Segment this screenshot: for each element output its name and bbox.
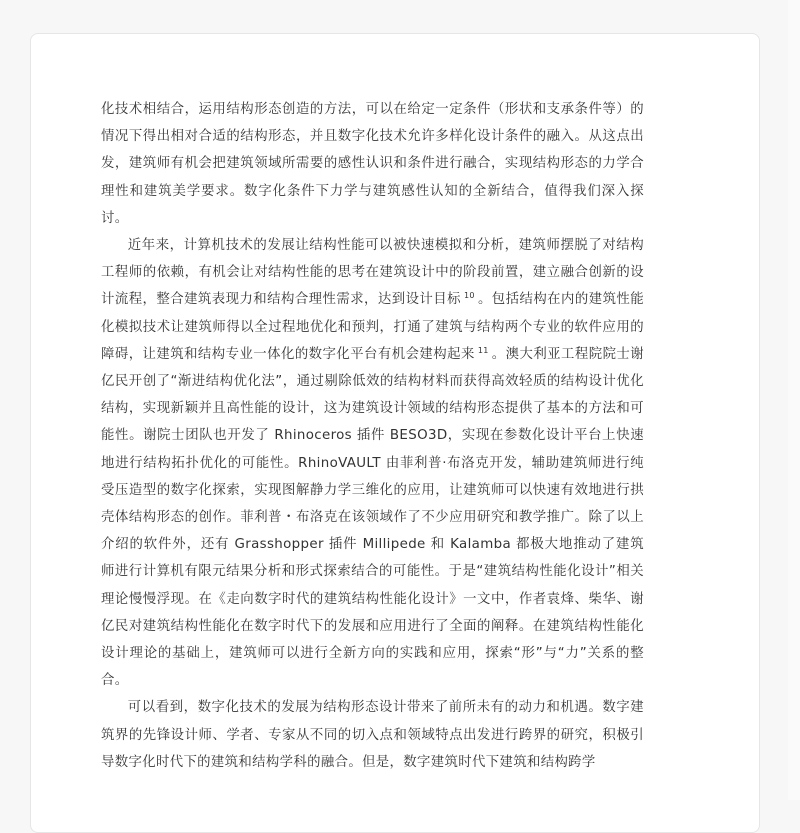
citation-superscript: 10 xyxy=(463,291,475,301)
document-body xyxy=(101,96,644,776)
paragraph-2 xyxy=(101,232,644,694)
citation-superscript: 11 xyxy=(477,345,489,355)
paragraph-text: 。包括结构在内的建筑性能化模拟技术让建筑师得以全过程地优化和预判，打通了建筑与结构两个专业的软件应用的障碍，让建筑和结构专业一体化的数字化平台有机会建构起来 xyxy=(101,292,644,362)
paragraph-text: 可以看到，数字化技术的发展为结构形态设计带来了前所未有的动力和机遇。数字建筑界的先锋设计师、学者、专家从不同的切入点和领域特点出发进行跨界的研究，积极引导数字化时代下的建筑和结构学科的融合。但是，数字建筑时代下建筑和结构跨学 xyxy=(101,700,644,770)
scrollbar[interactable] xyxy=(788,0,800,800)
paragraph-text: 。澳大利亚工程院院士谢亿民开创了“渐进结构优化法”，通过剔除低效的结构材料而获得高效轻质的结构设计优化结构，实现新颖并且高性能的设计，这为建筑设计领域的结构形态提供了基本的方法和可能性。谢院士团队也开发了 Rhinoceros 插件 BESO3D，实现在参数化设计平台上快速地进行结构拓扑优化的可能性。RhinoVAULT 由菲利普·布洛克开发，辅助建筑师进行纯受压造型的数字化探索，实现图解静力学三维化的应用，让建筑师可以快速有效地进行拱壳体结构形态的创作。菲利普・布洛克在该领域作了不少应用研究和教学推广。除了以上介绍的软件外，还有 Grasshopper 插件 Millipede 和 Kalamba 都极大地推动了建筑师进行计算机有限元结果分析和形式探索结合的可能性。于是“建筑结构性能化设计”相关理论慢慢浮现。在《走向数字时代的建筑结构性能化设计》一文中，作者袁烽、柴华、谢亿民对建筑结构性能化在数字时代下的发展和应用进行了全面的阐释。在建筑结构性能化设计理论的基础上，建筑师可以进行全新方向的实践和应用，探索“形”与“力”关系的整合。 xyxy=(101,346,644,689)
paragraph-1 xyxy=(101,96,644,232)
paragraph-3 xyxy=(101,694,644,776)
paragraph-text: 近年来，计算机技术的发展让结构性能可以被快速模拟和分析，建筑师摆脱了对结构工程师的依赖，有机会让对结构性能的思考在建筑设计中的阶段前置，建立融合创新的设计流程，整合建筑表现力和结构合理性需求，达到设计目标 xyxy=(101,238,644,308)
paragraph-text: 化技术相结合，运用结构形态创造的方法，可以在给定一定条件（形状和支承条件等）的情况下得出相对合适的结构形态，并且数字化技术允许多样化设计条件的融入。从这点出发，建筑师有机会把建筑领域所需要的感性认识和条件进行融合，实现结构形态的力学合理性和建筑美学要求。数字化条件下力学与建筑感性认知的全新结合，值得我们深入探讨。 xyxy=(101,102,644,226)
